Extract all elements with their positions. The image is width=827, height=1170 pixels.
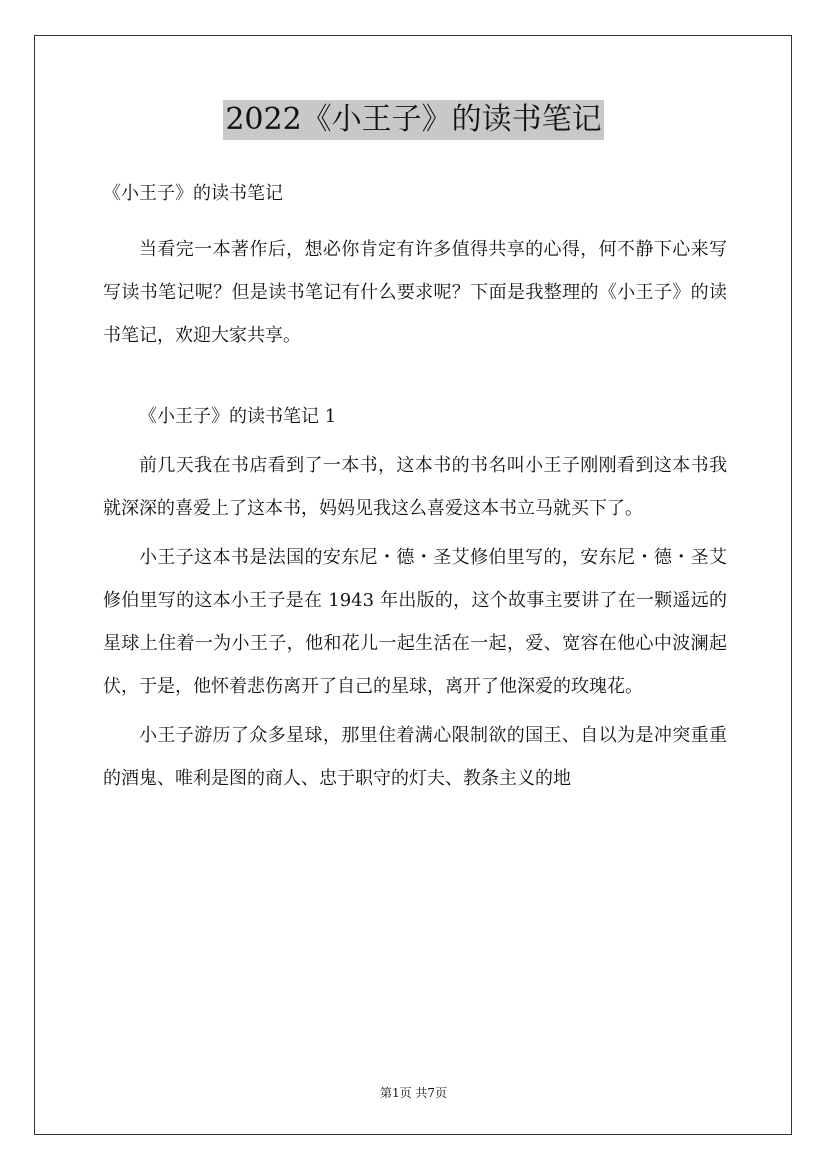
section-heading: 《小王子》的读书笔记 1: [139, 406, 337, 427]
document-body: [103, 228, 727, 806]
paragraph-travels: 小王子游历了众多星球，那里住着满心限制欲的国王、自以为是冲突重重的酒鬼、唯利是图的商人、忠于职守的灯夫、教条主义的地: [103, 725, 727, 789]
document-title: 2022《小王子》的读书笔记: [223, 100, 603, 140]
document-subtitle: 《小王子》的读书笔记: [103, 183, 283, 204]
title-wrap: [0, 100, 827, 140]
paragraph-intro: 当看完一本著作后，想必你肯定有许多值得共享的心得，何不静下心来写写读书笔记呢？但是读书笔记有什么要求呢？下面是我整理的《小王子》的读书笔记，欢迎大家共享。: [103, 239, 727, 346]
page-footer: 第1页 共7页: [379, 1086, 448, 1100]
paragraph-bookstore: 前几天我在书店看到了一本书，这本书的书名叫小王子刚刚看到这本书我就深深的喜爱上了这本书，妈妈见我这么喜爱这本书立马就买下了。: [103, 455, 727, 519]
paragraph-author: 小王子这本书是法国的安东尼・德・圣艾修伯里写的，安东尼・德・圣艾修伯里写的这本小王子是在 1943 年出版的，这个故事主要讲了在一颗遥远的星球上住着一为小王子，他和花儿一起生活在一起，爱、宽容在他心中波澜起伏，于是，他怀着悲伤离开了自己的星球，离开了他深爱的玫瑰花。: [103, 547, 727, 697]
paragraph-gap: [103, 363, 727, 395]
